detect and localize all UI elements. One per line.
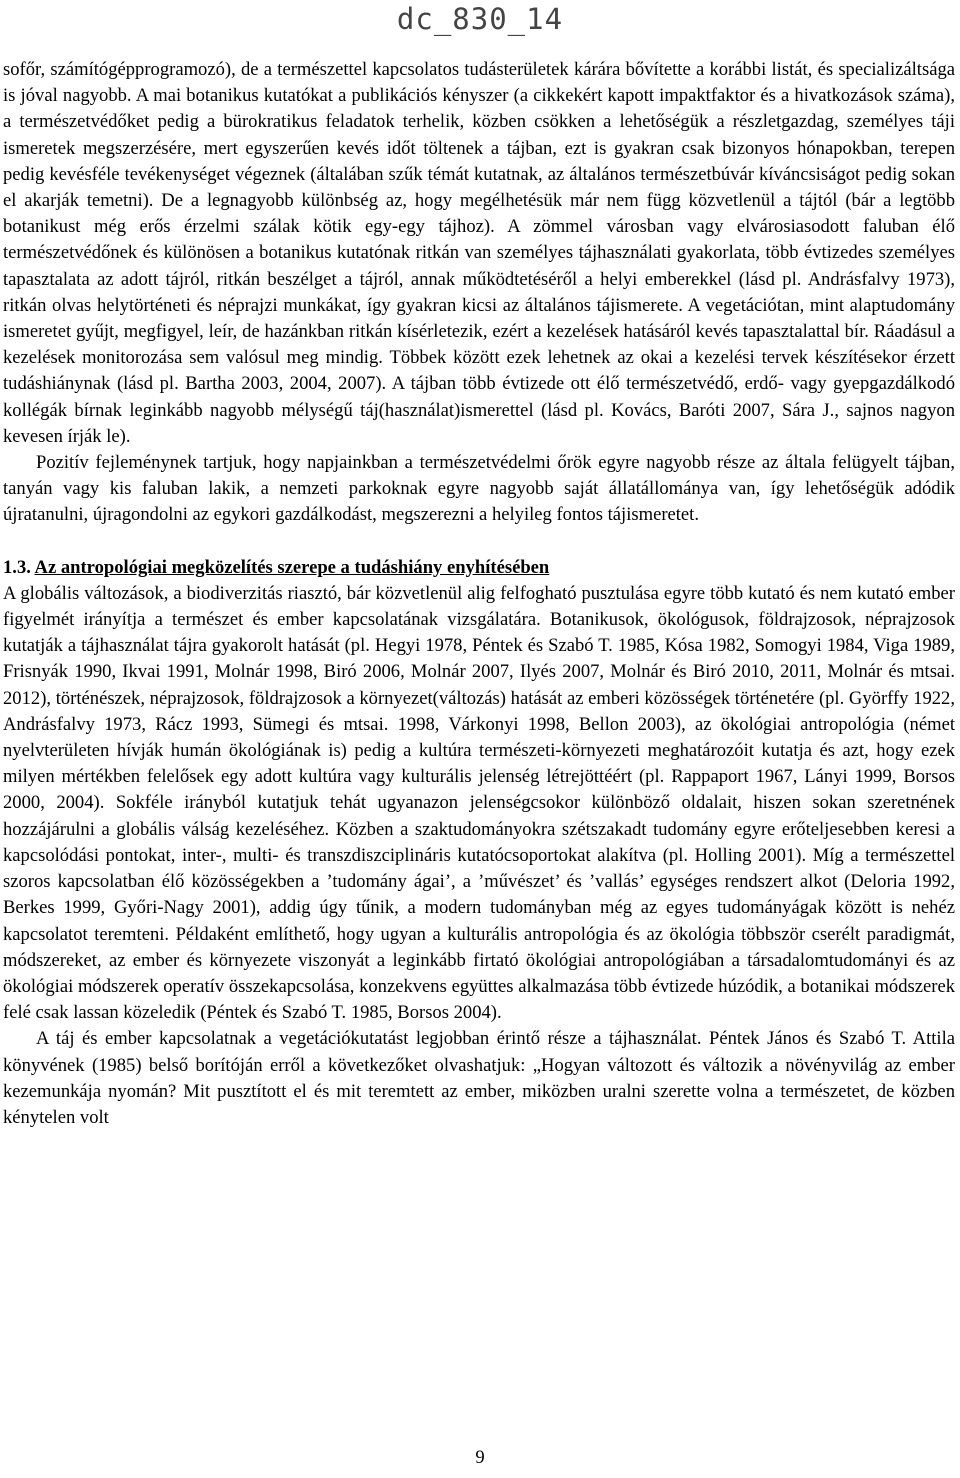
- document-id-header: dc_830_14: [396, 2, 564, 36]
- paragraph-positive-development: Pozitív fejleménynek tartjuk, hogy napjainkban a természetvédelmi őrök egyre nagyobb része az általa felügyelt tájban, tanyán vagy kis faluban lakik, a nemzeti parkoknak egyre nagyobb saját állatállománya van, így lehetőségük adódik újratanulni, újragondolni az egykori gazdálkodást, megszerezni a helyileg fontos tájismeretet.: [3, 452, 955, 526]
- paragraph-global-changes: A globális változások, a biodiverzitás riasztó, bár közvetlenül alig felfogható pusztulása egyre több kutató és nem kutató ember figyelmét irányítja a természet és ember kapcsolatának vizsgálatára. Botanikusok, ökológusok, földrajzosok, néprajzosok kutatják a tájhasználat tájra gyakorolt hatását (pl. Hegyi 1978, Péntek és Szabó T. 1985, Kósa 1982, Somogyi 1984, Viga 1989, Frisnyák 1990, Ikvai 1991, Molnár 1998, Biró 2006, Molnár 2007, Ilyés 2007, Molnár és Biró 2010, 2011, Molnár és mtsai. 2012), történészek, néprajzosok, földrajzosok a környezet(változás) hatását az emberi közösségek történetére (pl. Györffy 1922, Andrásfalvy 1973, Rácz 1993, Sümegi és mtsai. 1998, Várkonyi 1998, Bellon 2003), az ökológiai antropológia (német nyelvterületen hívják humán ökológiának is) pedig a kultúra természeti-környezeti meghatározóit kutatja és azt, hogy ezek milyen mértékben felelősek egy adott kultúra vagy kulturális jelenség létrejöttéért (pl. Rappaport 1967, Lányi 1999, Borsos 2000, 2004). Sokféle irányból kutatjuk tehát ugyanazon jelenségcsokor különböző oldalait, hiszen sokan szeretnének hozzájárulni a globális válság kezeléséhez. Közben a szaktudományokra szétszakadt tudomány egyre erőteljesebben keresi a kapcsolódási pontokat, inter-, multi- és transzdiszciplináris kutatócsoportokat alakítva (pl. Holling 2001). Míg a természettel szoros kapcsolatban élő közösségekben a ’tudomány ágai’, a ’művészet’ és ’vallás’ egységes rendszert alkot (Deloria 1992, Berkes 1999, Győri-Nagy 2001), addig úgy tűnik, a modern tudományban még az egyes tudományágak között is nehéz kapcsolatot teremteni. Példaként említhető, hogy ugyan a kulturális antropológia és az ökológia többször cserélt paradigmát, módszereket, az ember és környezete viszonyát a leginkább firtató ökológiai antropológiában a társadalomtudományi és az ökológiai módszerek operatív összekapcsolása, konzekvens együttes alkalmazása több évtizede húzódik, a botanikai módszerek felé csak lassan közeledik (Péntek és Szabó T. 1985, Borsos 2004).: [3, 582, 955, 1024]
- paragraph-continuation: sofőr, számítógépprogramozó), de a természettel kapcsolatos tudásterületek kárára bővítette a korábbi listát, és specializáltsága is jóval nagyobb. A mai botanikus kutatókat a publikációs kényszer (a cikkekért kapott impaktfaktor és a hivatkozások száma), a természetvédőket pedig a bürokratikus feladatok terhelik, közben csökken a lehetőségük a részletgazdag, személyes táji ismeretek megszerzésére, mert egyszerűen kevés időt töltenek a tájban, ezt is gyakran csak bizonyos hónapokban, terepen pedig kevésféle tevékenységet végeznek (általában szűk témát kutatnak, az általános természetbúvár kíváncsiságot pedig sokan el akarják temetni). De a legnagyobb különbség az, hogy megélhetésük már nem függ közvetlenül a tájtól (bár a legtöbb botanikust még erős érzelmi szálak kötik egy-egy tájhoz). A zömmel városban vagy elvárosiasodott faluban élő természetvédőnek és különösen a botanikus kutatónak ritkán van személyes tájhasználati gyakorlata, több évtizedes személyes tapasztalata az adott tájról, ritkán beszélget a tájról, annak működtetéséről a helyi emberekkel (lásd pl. Andrásfalvy 1973), ritkán olvas helytörténeti és néprajzi munkákat, így gyakran kicsi az általános tájismerete. A vegetációtan, mint alaptudomány ismeretet gyűjt, megfigyel, leír, de hazánkban ritkán kísérletezik, ezért a kezelések hatásáról kevés tapasztalattal bír. Ráadásul a kezelések monitorozása sem valósul meg mindig. Többek között ezek lehetnek az okai a kezelési tervek készítésekor érzett tudáshiánynak (lásd pl. Bartha 2003, 2004, 2007). A tájban több évtizede ott élő természetvédő, erdő- vagy gyepgazdálkodó kollégák bírnak leginkább nagyobb mélységű táj(használat)ismerettel (lásd pl. Kovács, Baróti 2007, Sára J., sajnos nagyon kevesen írják le).: [3, 59, 955, 447]
- page-number: 9: [475, 1447, 485, 1468]
- page-body: [3, 57, 955, 1131]
- paragraph-landscape-use: A táj és ember kapcsolatnak a vegetációkutatást legjobban érintő része a tájhasználat. Péntek János és Szabó T. Attila könyvének (1985) belső borítóján erről a következőket olvashatjuk: „Hogyan változott és változik a növényvilág az ember kezemunkája nyomán? Mit pusztított el és mit teremtett az ember, miközben uralni szerette volna a természetet, de közben kénytelen volt: [3, 1028, 955, 1128]
- section-title: Az antropológiai megközelítés szerepe a tudáshiány enyhítésében: [34, 556, 550, 578]
- section-spacer: [3, 529, 955, 555]
- section-number: 1.3.: [3, 556, 31, 578]
- section-heading: [3, 555, 955, 581]
